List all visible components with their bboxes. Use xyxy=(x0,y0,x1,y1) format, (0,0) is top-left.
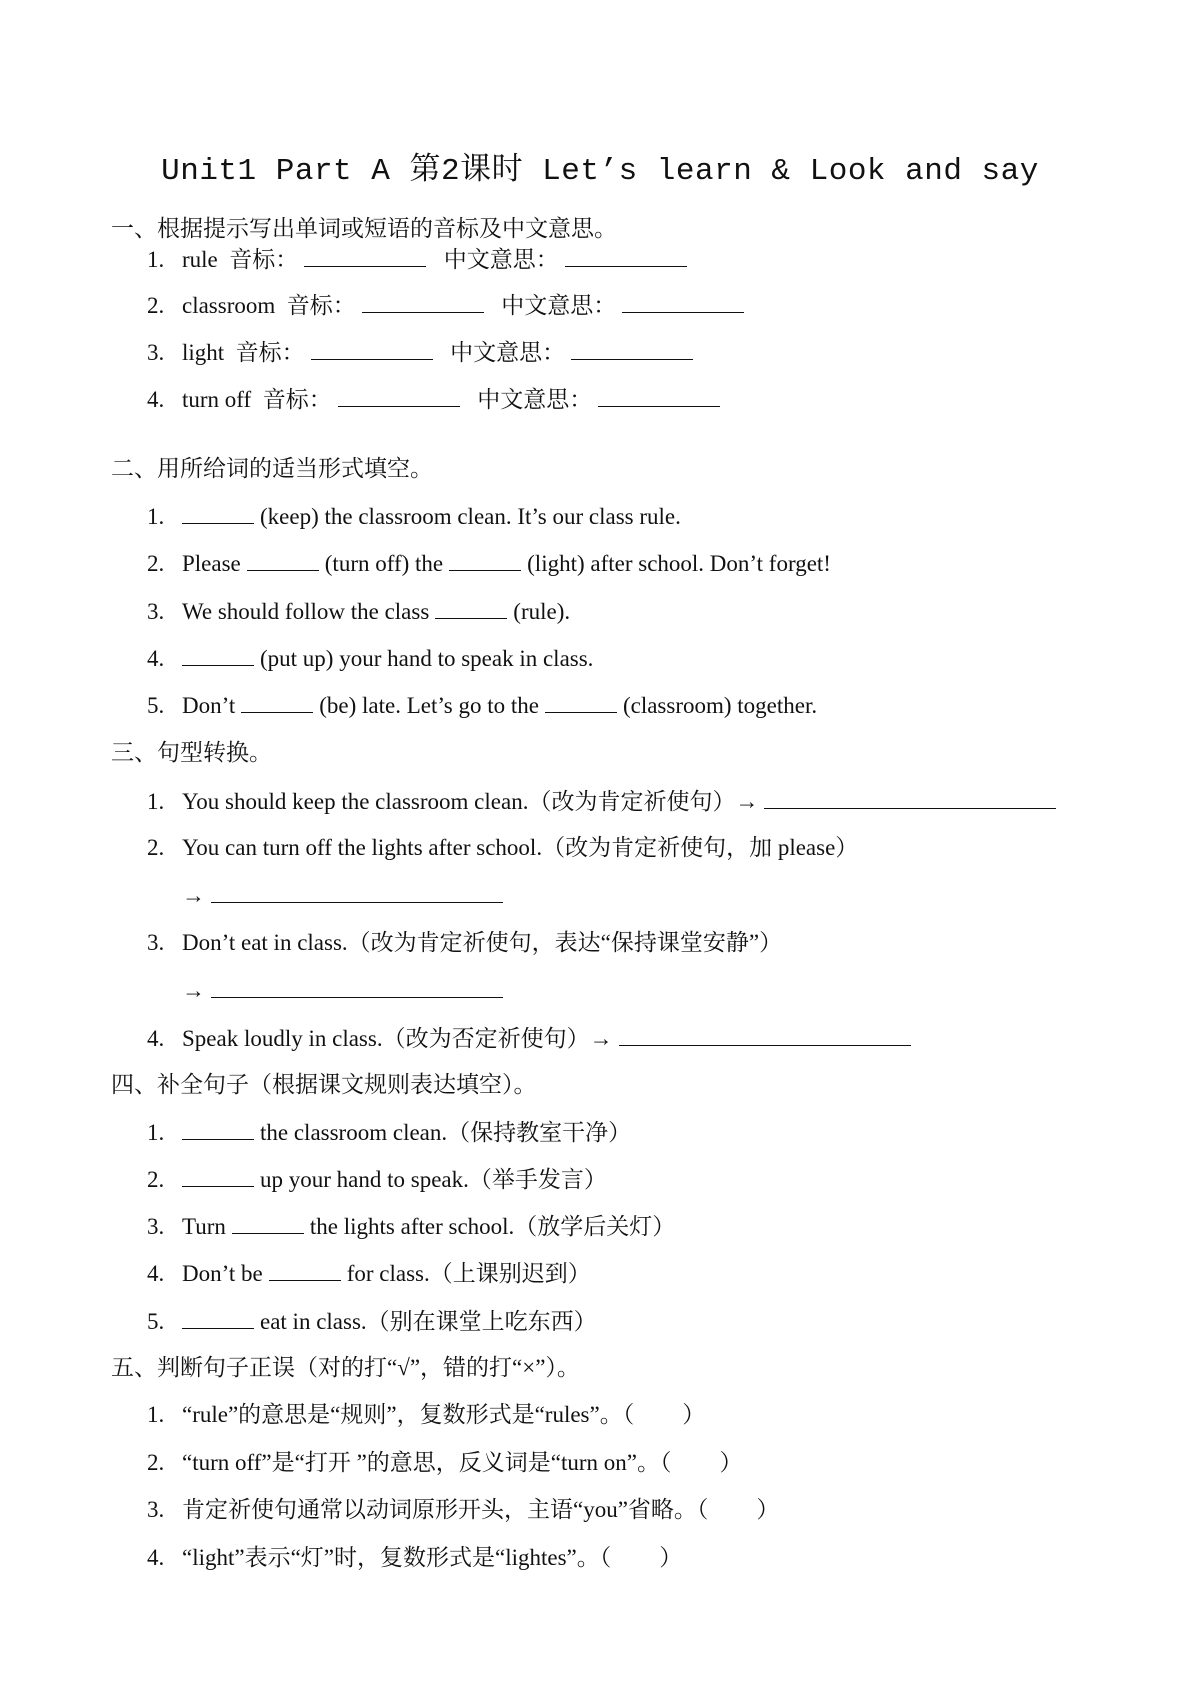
phonetic-label: 音标： xyxy=(229,247,299,272)
close-paren: ） xyxy=(756,1497,780,1522)
section4-heading: 四、补全句子（根据课文规则表达填空）。 xyxy=(111,1072,537,1097)
item-word: light xyxy=(182,340,225,365)
answer-blank[interactable] xyxy=(247,548,319,571)
item-text: You should keep the classroom clean.（改为肯定祈使句） xyxy=(182,789,736,814)
answer-blank[interactable] xyxy=(211,880,503,903)
phonetic-label: 音标： xyxy=(262,387,332,412)
list-item xyxy=(147,1495,779,1525)
answer-blank[interactable] xyxy=(269,1258,341,1281)
item-number: 3. xyxy=(147,599,165,624)
answer-blank[interactable] xyxy=(338,384,460,407)
answer-blank[interactable] xyxy=(362,290,484,313)
answer-blank[interactable] xyxy=(304,244,426,267)
item-text: (put up) your hand to speak in class. xyxy=(260,646,594,671)
list-item xyxy=(147,1117,631,1148)
item-word: classroom xyxy=(182,293,276,318)
arrow-icon: → xyxy=(182,978,205,1003)
list-item xyxy=(147,1258,591,1289)
answer-blank[interactable] xyxy=(598,384,720,407)
item-number: 1. xyxy=(147,789,165,814)
answer-blank[interactable] xyxy=(619,1023,911,1046)
item-text: the classroom clean.（保持教室干净） xyxy=(260,1120,632,1145)
page-title: Unit1 Part A 第2课时 Let’s learn & Look and say xyxy=(161,154,1039,189)
item-text: Please xyxy=(182,551,241,576)
arrow-icon: → xyxy=(735,789,759,814)
answer-blank[interactable] xyxy=(182,1117,254,1140)
answer-blank[interactable] xyxy=(241,690,313,713)
close-paren: ） xyxy=(659,1545,683,1570)
meaning-label: 中文意思： xyxy=(443,247,559,272)
arrow-icon: → xyxy=(182,883,205,908)
item-text: for class.（上课别迟到） xyxy=(346,1261,591,1286)
list-item xyxy=(147,244,693,275)
item-text: Don’t be xyxy=(182,1261,263,1286)
item-text: eat in class.（别在课堂上吃东西） xyxy=(260,1309,597,1334)
answer-line xyxy=(182,975,509,1006)
close-paren: ） xyxy=(719,1450,743,1475)
item-number: 3. xyxy=(147,340,165,365)
open-paren: （ xyxy=(696,1497,709,1522)
answer-line xyxy=(182,880,509,911)
item-number: 5. xyxy=(147,1309,165,1334)
item-word: rule xyxy=(182,247,218,272)
list-item xyxy=(147,928,782,958)
open-paren: （ xyxy=(599,1545,612,1570)
item-number: 3. xyxy=(147,1214,165,1239)
item-text: Don’t xyxy=(182,693,236,718)
list-item xyxy=(147,337,699,368)
item-text: We should follow the class xyxy=(182,599,430,624)
list-item xyxy=(147,501,681,532)
item-number: 2. xyxy=(147,835,165,860)
list-item xyxy=(147,596,570,627)
item-number: 2. xyxy=(147,293,165,318)
phonetic-label: 音标： xyxy=(286,293,356,318)
section5-heading: 五、判断句子正误（对的打“√”，错的打“×”）。 xyxy=(111,1355,580,1380)
list-item xyxy=(147,1400,705,1430)
list-item xyxy=(147,1211,675,1242)
meaning-label: 中文意思： xyxy=(450,340,566,365)
answer-blank[interactable] xyxy=(232,1211,304,1234)
answer-blank[interactable] xyxy=(571,337,693,360)
item-text: “light”表示“灯”时，复数形式是“lightes”。 xyxy=(182,1545,600,1570)
item-text: (light) after school. Don’t forget! xyxy=(527,551,831,576)
item-number: 4. xyxy=(147,1026,165,1051)
section3-heading: 三、句型转换。 xyxy=(111,740,272,765)
answer-blank[interactable] xyxy=(311,337,433,360)
list-item xyxy=(147,384,726,415)
item-number: 2. xyxy=(147,551,165,576)
item-number: 4. xyxy=(147,387,165,412)
list-item xyxy=(147,786,1062,817)
list-item xyxy=(147,1448,743,1478)
list-item xyxy=(147,548,831,579)
item-text: (rule). xyxy=(513,599,571,624)
answer-blank[interactable] xyxy=(565,244,687,267)
list-item xyxy=(147,1306,597,1337)
item-text: Don’t eat in class.（改为肯定祈使句，表达“保持课堂安静”） xyxy=(182,930,783,955)
item-text: “turn off”是“打开 ”的意思，反义词是“turn on”。 xyxy=(182,1450,661,1475)
item-text: Turn xyxy=(182,1214,226,1239)
item-text: (classroom) together. xyxy=(622,693,818,718)
item-number: 3. xyxy=(147,1497,165,1522)
list-item xyxy=(147,690,817,721)
close-paren: ） xyxy=(682,1402,706,1427)
item-text: (turn off) the xyxy=(324,551,444,576)
answer-blank[interactable] xyxy=(211,975,503,998)
answer-blank[interactable] xyxy=(182,501,254,524)
list-item xyxy=(147,290,750,321)
item-number: 5. xyxy=(147,693,165,718)
list-item xyxy=(147,1543,682,1573)
item-number: 4. xyxy=(147,1261,165,1286)
answer-blank[interactable] xyxy=(182,1306,254,1329)
section2-heading: 二、用所给词的适当形式填空。 xyxy=(111,456,433,481)
item-number: 1. xyxy=(147,1402,165,1427)
item-number: 1. xyxy=(147,504,165,529)
open-paren: （ xyxy=(660,1450,672,1475)
item-number: 2. xyxy=(147,1450,165,1475)
item-text: (be) late. Let’s go to the xyxy=(319,693,539,718)
item-text: (keep) the classroom clean. It’s our class rule. xyxy=(260,504,681,529)
item-number: 2. xyxy=(147,1167,165,1192)
item-number: 1. xyxy=(147,247,165,272)
arrow-icon: → xyxy=(589,1026,613,1051)
list-item xyxy=(147,1164,607,1195)
item-number: 1. xyxy=(147,1120,165,1145)
answer-blank[interactable] xyxy=(764,786,1056,809)
item-number: 3. xyxy=(147,930,165,955)
phonetic-label: 音标： xyxy=(235,340,305,365)
answer-blank[interactable] xyxy=(449,548,521,571)
item-text: You can turn off the lights after school.（改为肯定祈使句，加 please） xyxy=(182,835,859,860)
meaning-label: 中文意思： xyxy=(501,293,617,318)
item-number: 4. xyxy=(147,1545,165,1570)
item-word: turn off xyxy=(182,387,252,412)
answer-blank[interactable] xyxy=(182,1164,254,1187)
item-text: the lights after school.（放学后关灯） xyxy=(309,1214,676,1239)
list-item xyxy=(147,833,858,863)
open-paren: （ xyxy=(622,1402,635,1427)
meaning-label: 中文意思： xyxy=(477,387,593,412)
item-number: 4. xyxy=(147,646,165,671)
item-text: Speak loudly in class.（改为否定祈使句） xyxy=(182,1026,590,1051)
list-item xyxy=(147,643,593,674)
answer-blank[interactable] xyxy=(622,290,744,313)
answer-blank[interactable] xyxy=(545,690,617,713)
item-text: up your hand to speak.（举手发言） xyxy=(260,1167,607,1192)
section1-heading: 一、根据提示写出单词或短语的音标及中文意思。 xyxy=(111,216,617,241)
answer-blank[interactable] xyxy=(182,643,254,666)
item-text: “rule”的意思是“规则”，复数形式是“rules”。 xyxy=(182,1402,623,1427)
item-text: 肯定祈使句通常以动词原形开头，主语“you”省略。 xyxy=(182,1497,697,1522)
answer-blank[interactable] xyxy=(435,596,507,619)
list-item xyxy=(147,1023,917,1054)
